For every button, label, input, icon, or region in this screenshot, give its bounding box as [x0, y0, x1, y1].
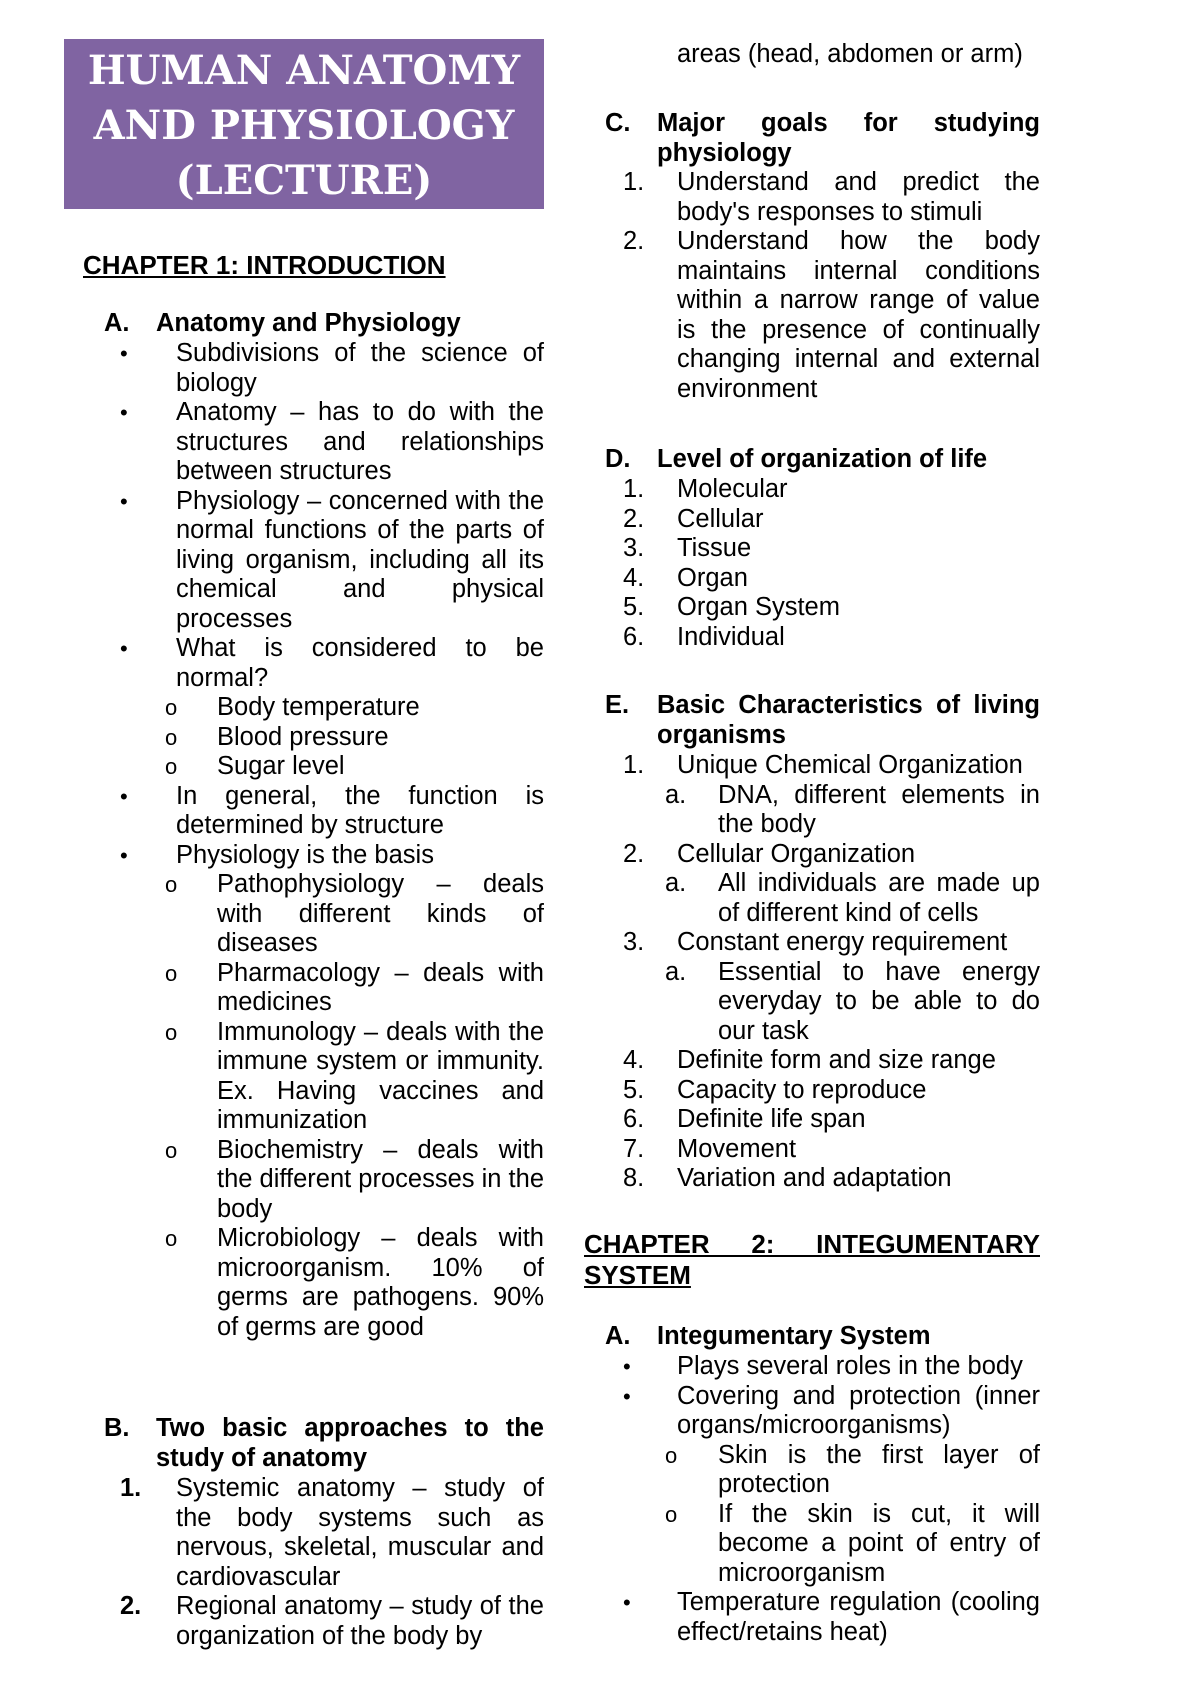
- section-title: Major goals for studying physiology: [657, 109, 1040, 167]
- list-item: 1. Molecular: [623, 475, 788, 503]
- section-c-heading: [605, 109, 1040, 168]
- list-item: • Subdivisions of the science of biology: [120, 339, 544, 397]
- title-line-1: HUMAN ANATOMY: [87, 47, 521, 94]
- list-item: 6. Individual: [623, 622, 785, 651]
- section-letter: A.: [605, 1322, 631, 1350]
- list-item: 1. Understand and predict the body's responses to stimuli: [623, 168, 1040, 226]
- sub-list-item: o Sugar level: [165, 752, 345, 780]
- sub-list-item: a. Essential to have energy everyday to be able to do our task: [665, 957, 1040, 1045]
- section-a-list: [120, 339, 544, 1342]
- sub-list-item: a. All individuals are made up of different kind of cells: [665, 869, 1040, 927]
- section-title: Level of organization of life: [657, 445, 988, 473]
- section-c-list: [623, 168, 1040, 404]
- list-item: • Covering and protection (inner organs/microorganisms): [623, 1381, 1040, 1439]
- sub-list-item: o Skin is the first layer of protection: [665, 1440, 1040, 1498]
- list-item: • In general, the function is determined by structure: [120, 781, 544, 839]
- list-item: 2. Cellular: [623, 504, 764, 533]
- section-b-heading: [104, 1414, 544, 1473]
- section-title: Integumentary System: [657, 1322, 931, 1350]
- document-title-banner: [64, 39, 544, 209]
- list-item: 2. Understand how the body maintains internal conditions within a narrow range of value is the presence of continually changing internal and external environment: [623, 227, 1040, 403]
- list-item: • What is considered to be normal?: [120, 634, 544, 692]
- section-letter: B.: [104, 1414, 130, 1442]
- list-item: 7. Movement: [623, 1134, 797, 1163]
- sub-list-item: o Pathophysiology – deals with different kinds of diseases: [165, 870, 544, 957]
- section-d-heading: [605, 445, 1040, 475]
- list-item: 2. Regional anatomy – study of the organization of the body by: [120, 1592, 544, 1650]
- section-letter: C.: [605, 109, 631, 137]
- list-item: 2. Cellular Organization: [623, 839, 916, 868]
- section-title: Basic Characteristics of living organisms: [657, 691, 1040, 749]
- sub-list-item: a. DNA, different elements in the body: [665, 780, 1040, 838]
- chapter-1-heading: CHAPTER 1: INTRODUCTION: [83, 250, 446, 280]
- title-line-3: (LECTURE): [175, 157, 433, 204]
- sub-list-item: o Blood pressure: [165, 722, 389, 751]
- sub-list-item: o Pharmacology – deals with medicines: [165, 958, 544, 1016]
- list-item: • Physiology – concerned with the normal functions of the parts of living organism, including all its chemical and physical processes: [120, 486, 544, 633]
- list-item: 5. Capacity to reproduce: [623, 1075, 927, 1104]
- sub-list-item: o If the skin is cut, it will become a point of entry of microorganism: [665, 1499, 1040, 1587]
- list-item: 6. Definite life span: [623, 1105, 866, 1133]
- list-item: 1. Systemic anatomy – study of the body systems such as nervous, skeletal, muscular and cardiovascular: [120, 1474, 544, 1591]
- section-letter: E.: [605, 691, 630, 719]
- section-b-list: [120, 1474, 544, 1651]
- list-item: 4. Definite form and size range: [623, 1046, 996, 1074]
- sub-list-item: o Microbiology – deals with microorganism. 10% of germs are pathogens. 90% of germs are good: [165, 1224, 544, 1341]
- section-a-heading: [104, 309, 544, 339]
- list-item: • Anatomy – has to do with the structures and relationships between structures: [120, 398, 544, 485]
- section-integumentary-heading: [605, 1322, 1040, 1352]
- list-item: 3. Tissue: [623, 534, 752, 562]
- sub-list-item: o Body temperature: [165, 693, 420, 721]
- list-item: 3. Constant energy requirement: [623, 928, 1008, 956]
- title-line-2: AND PHYSIOLOGY: [93, 102, 515, 149]
- section-e-heading: [605, 691, 1040, 750]
- list-item: 8. Variation and adaptation: [623, 1164, 952, 1192]
- section-letter: A.: [104, 309, 130, 337]
- list-item: • Physiology is the basis: [120, 840, 434, 869]
- list-item: 4. Organ: [623, 563, 748, 592]
- section-integumentary-list: [623, 1352, 1040, 1647]
- sub-list-item: o Biochemistry – deals with the different processes in the body: [165, 1135, 544, 1223]
- section-title: Two basic approaches to the study of anatomy: [156, 1414, 544, 1472]
- chapter-2-heading: CHAPTER 2: INTEGUMENTARY SYSTEM: [584, 1229, 1040, 1290]
- section-d-list: [623, 475, 1040, 652]
- sub-list-item: o Immunology – deals with the immune system or immunity. Ex. Having vaccines and immunization: [165, 1017, 544, 1134]
- list-item: • Temperature regulation (cooling effect/retains heat): [623, 1588, 1040, 1646]
- section-title: Anatomy and Physiology: [156, 309, 461, 337]
- list-item: • Plays several roles in the body: [623, 1352, 1023, 1380]
- continued-text: areas (head, abdomen or arm): [677, 40, 1023, 68]
- list-item: 5. Organ System: [623, 593, 840, 621]
- section-letter: D.: [605, 445, 631, 473]
- section-e-list: [623, 751, 1040, 1194]
- list-item: 1. Unique Chemical Organization: [623, 751, 1023, 779]
